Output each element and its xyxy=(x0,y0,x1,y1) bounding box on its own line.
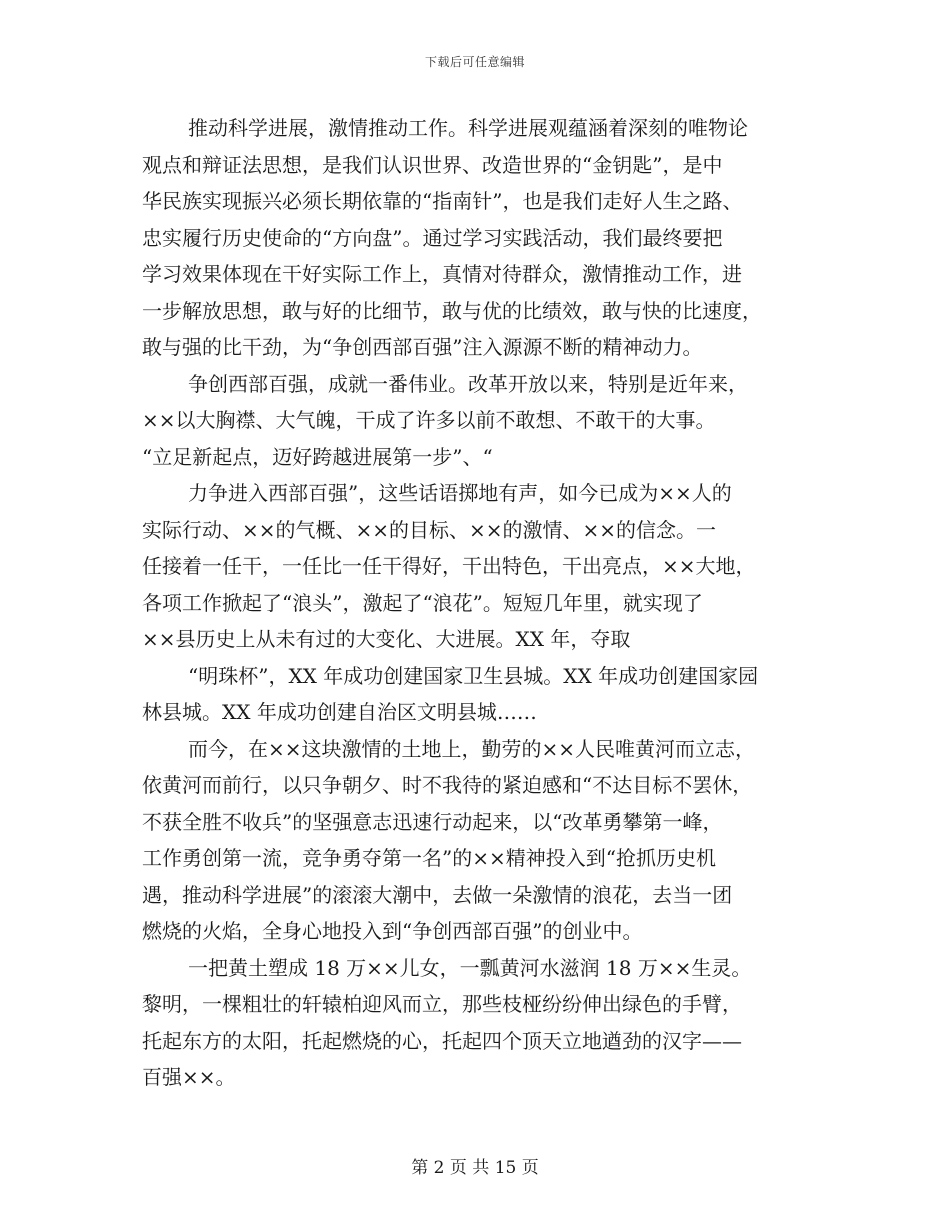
text-line: 遇，推动科学进展”的滚滚大潮中，去做一朵激情的浪花，去当一团 xyxy=(142,882,733,907)
text-line: 不获全胜不收兵”的坚强意志迅速行动起来，以“改革勇攀第一峰， xyxy=(142,809,723,834)
text-line: “明珠杯”，XX 年成功创建国家卫生县城。XX 年成功创建国家园 xyxy=(188,663,759,688)
text-line: 一步解放思想，敢与好的比细节，敢与优的比绩效，敢与快的比速度， xyxy=(142,298,762,323)
text-line: 而今，在××这块激情的土地上，勤劳的××人民唯黄河而立志， xyxy=(188,736,756,761)
text-line: 华民族实现振兴必须长期依靠的“指南针”，也是我们走好人生之路、 xyxy=(142,189,743,213)
page-header-note: 下载后可任意编辑 xyxy=(424,55,525,69)
text-line: 争创西部百强，成就一番伟业。改革开放以来，特别是近年来， xyxy=(188,371,748,396)
text-line: ××县历史上从未有过的大变化、大进展。XX 年，夺取 xyxy=(142,627,631,651)
text-line: 学习效果体现在干好实际工作上，真情对待群众，激情推动工作，进 xyxy=(142,262,742,286)
text-line: 林县城。XX 年成功创建自治区文明县城…… xyxy=(142,700,537,724)
text-line: 黎明，一棵粗壮的轩辕柏迎风而立，那些枝桠纷纷伸出绿色的手臂， xyxy=(142,992,742,1016)
text-line: 敢与强的比干劲，为“争创西部百强”注入源源不断的精神动力。 xyxy=(142,335,703,359)
text-line: 忠实履行历史使命的“方向盘”。通过学习实践活动，我们最终要把 xyxy=(142,225,723,250)
text-line: 燃烧的火焰，全身心地投入到“争创西部百强”的创业中。 xyxy=(142,919,643,943)
text-line: “立足新起点，迈好跨越进展第一步”、“ xyxy=(142,444,493,469)
text-line: ××以大胸襟、大气魄，干成了许多以前不敢想、不敢干的大事。 xyxy=(142,408,716,432)
text-line: 实际行动、××的气概、××的目标、××的激情、××的信念。一 xyxy=(142,517,717,542)
document-body xyxy=(142,110,812,1096)
text-line: 各项工作掀起了“浪头”，激起了“浪花”。短短几年里，就实现了 xyxy=(142,590,703,615)
text-line: 托起东方的太阳，托起燃烧的心，托起四个顶天立地遒劲的汉字—— xyxy=(142,1028,742,1053)
page-number-footer: 第 2 页 共 15 页 xyxy=(411,1158,539,1178)
text-line: 依黄河而前行，以只争朝夕、时不我待的紧迫感和“不达目标不罢休， xyxy=(142,773,753,797)
text-line: 工作勇创第一流，竞争勇夺第一名”的××精神投入到“抢抓历史机 xyxy=(142,846,716,870)
text-line: 百强××。 xyxy=(142,1065,236,1089)
text-line: 力争进入西部百强”，这些话语掷地有声，如今已成为××人的 xyxy=(188,481,732,505)
text-line: 观点和辩证法思想，是我们认识世界、改造世界的“金钥匙”，是中 xyxy=(142,152,723,177)
text-line: 推动科学进展，激情推动工作。科学进展观蕴涵着深刻的唯物论 xyxy=(188,116,748,140)
text-line: 一把黄土塑成 18 万××儿女，一瓢黄河水滋润 18 万××生灵。 xyxy=(188,955,752,980)
text-line: 任接着一任干，一任比一任干得好，干出特色，干出亮点，××大地， xyxy=(142,554,756,578)
